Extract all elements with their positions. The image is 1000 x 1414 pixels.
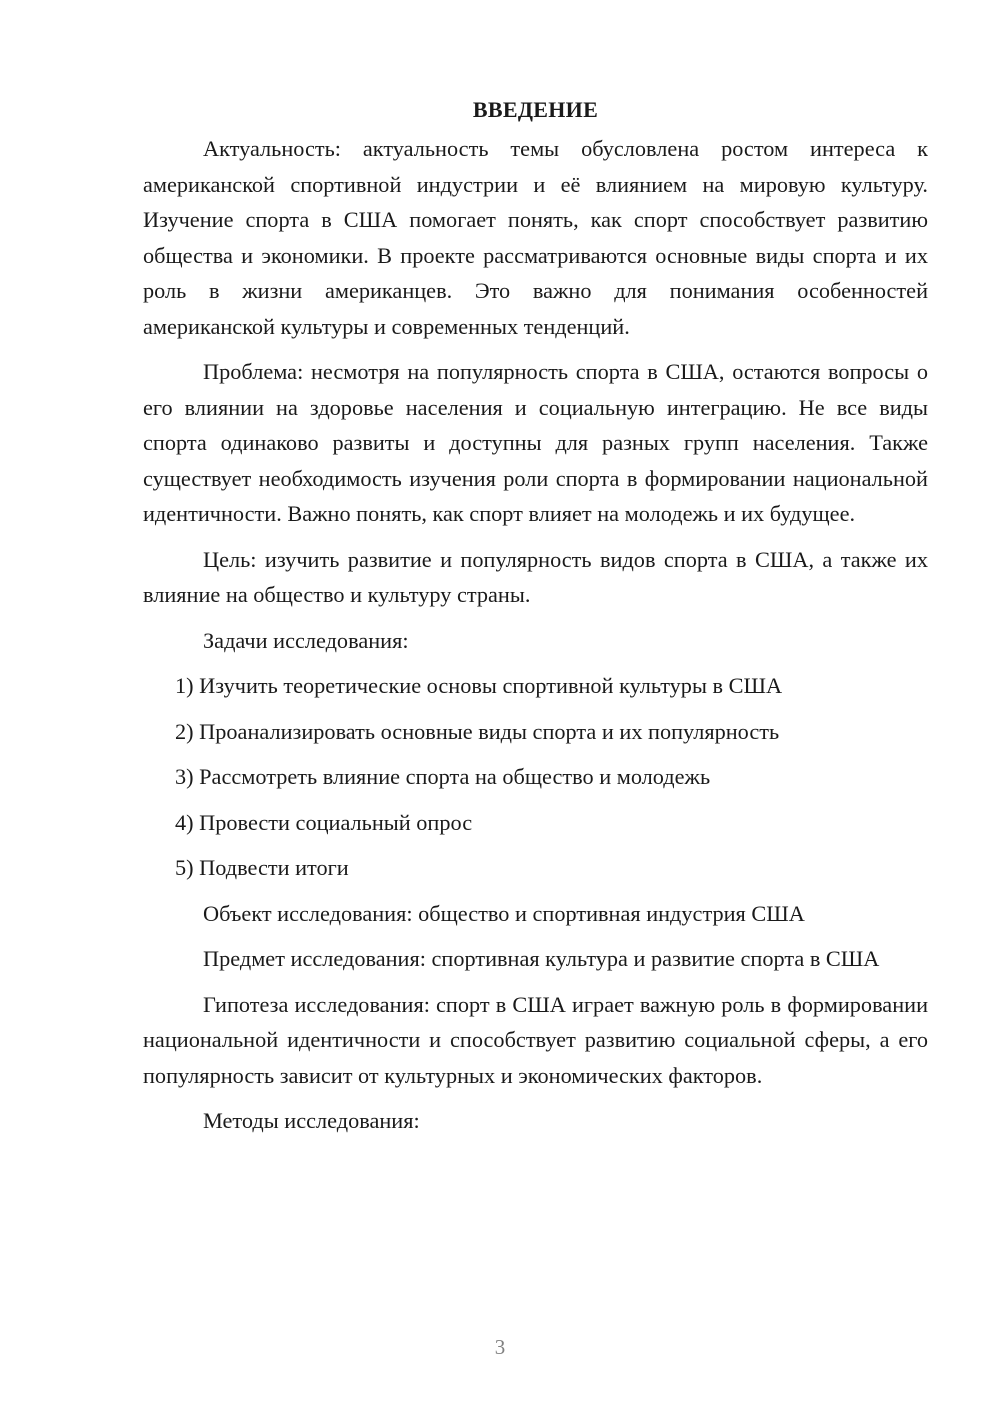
subject-paragraph: Предмет исследования: спортивная культура и развитие спорта в США [203,946,880,971]
list-item: 3) Рассмотреть влияние спорта на общество и молодежь [175,764,711,789]
page-title: ВВЕДЕНИЕ [472,97,599,122]
list-item: 2) Проанализировать основные виды спорта и их популярность [175,718,780,744]
relevance-paragraph: Актуальность: актуальность темы обусловлена ростом интереса к американской спортивной индустрии и её влиянием на мировую культуру. Изучение спорта в США помогает понять, как спорт способствует развитию общества и экономики. В проекте рассматриваются основные виды спорта и их роль в жизни американцев. Это важно для понимания особенностей американской культуры и современных тенденций. [143,136,928,339]
hypothesis-paragraph: Гипотеза исследования: спорт в США играет важную роль в формировании национальной идентичности и способствует развитию социальной сферы, а его популярность зависит от культурных и экономических факторов. [143,991,928,1088]
tasks-heading: Задачи исследования: [203,627,409,653]
tasks-list [143,668,928,886]
problem-paragraph: Проблема: несмотря на популярность спорта в США, остаются вопросы о его влиянии на здоровье населения и социальную интеграцию. Не все виды спорта одинаково развиты и доступны для разных групп населения. Также существует необходимость изучения роли спорта в формировании национальной идентичности. Важно понять, как спорт влияет на молодежь и их будущее. [143,359,928,526]
goal-paragraph: Цель: изучить развитие и популярность видов спорта в США, а также их влияние на общество и культуру страны. [143,546,928,607]
list-item: 5) Подвести итоги [175,855,349,880]
list-item: 1) Изучить теоретические основы спортивной культуры в США [175,673,783,698]
list-item: 4) Провести социальный опрос [175,809,473,835]
methods-heading: Методы исследования: [203,1108,420,1133]
document-page [143,95,928,1149]
object-paragraph: Объект исследования: общество и спортивная индустрия США [203,900,805,926]
page-number: 3 [494,1335,506,1359]
